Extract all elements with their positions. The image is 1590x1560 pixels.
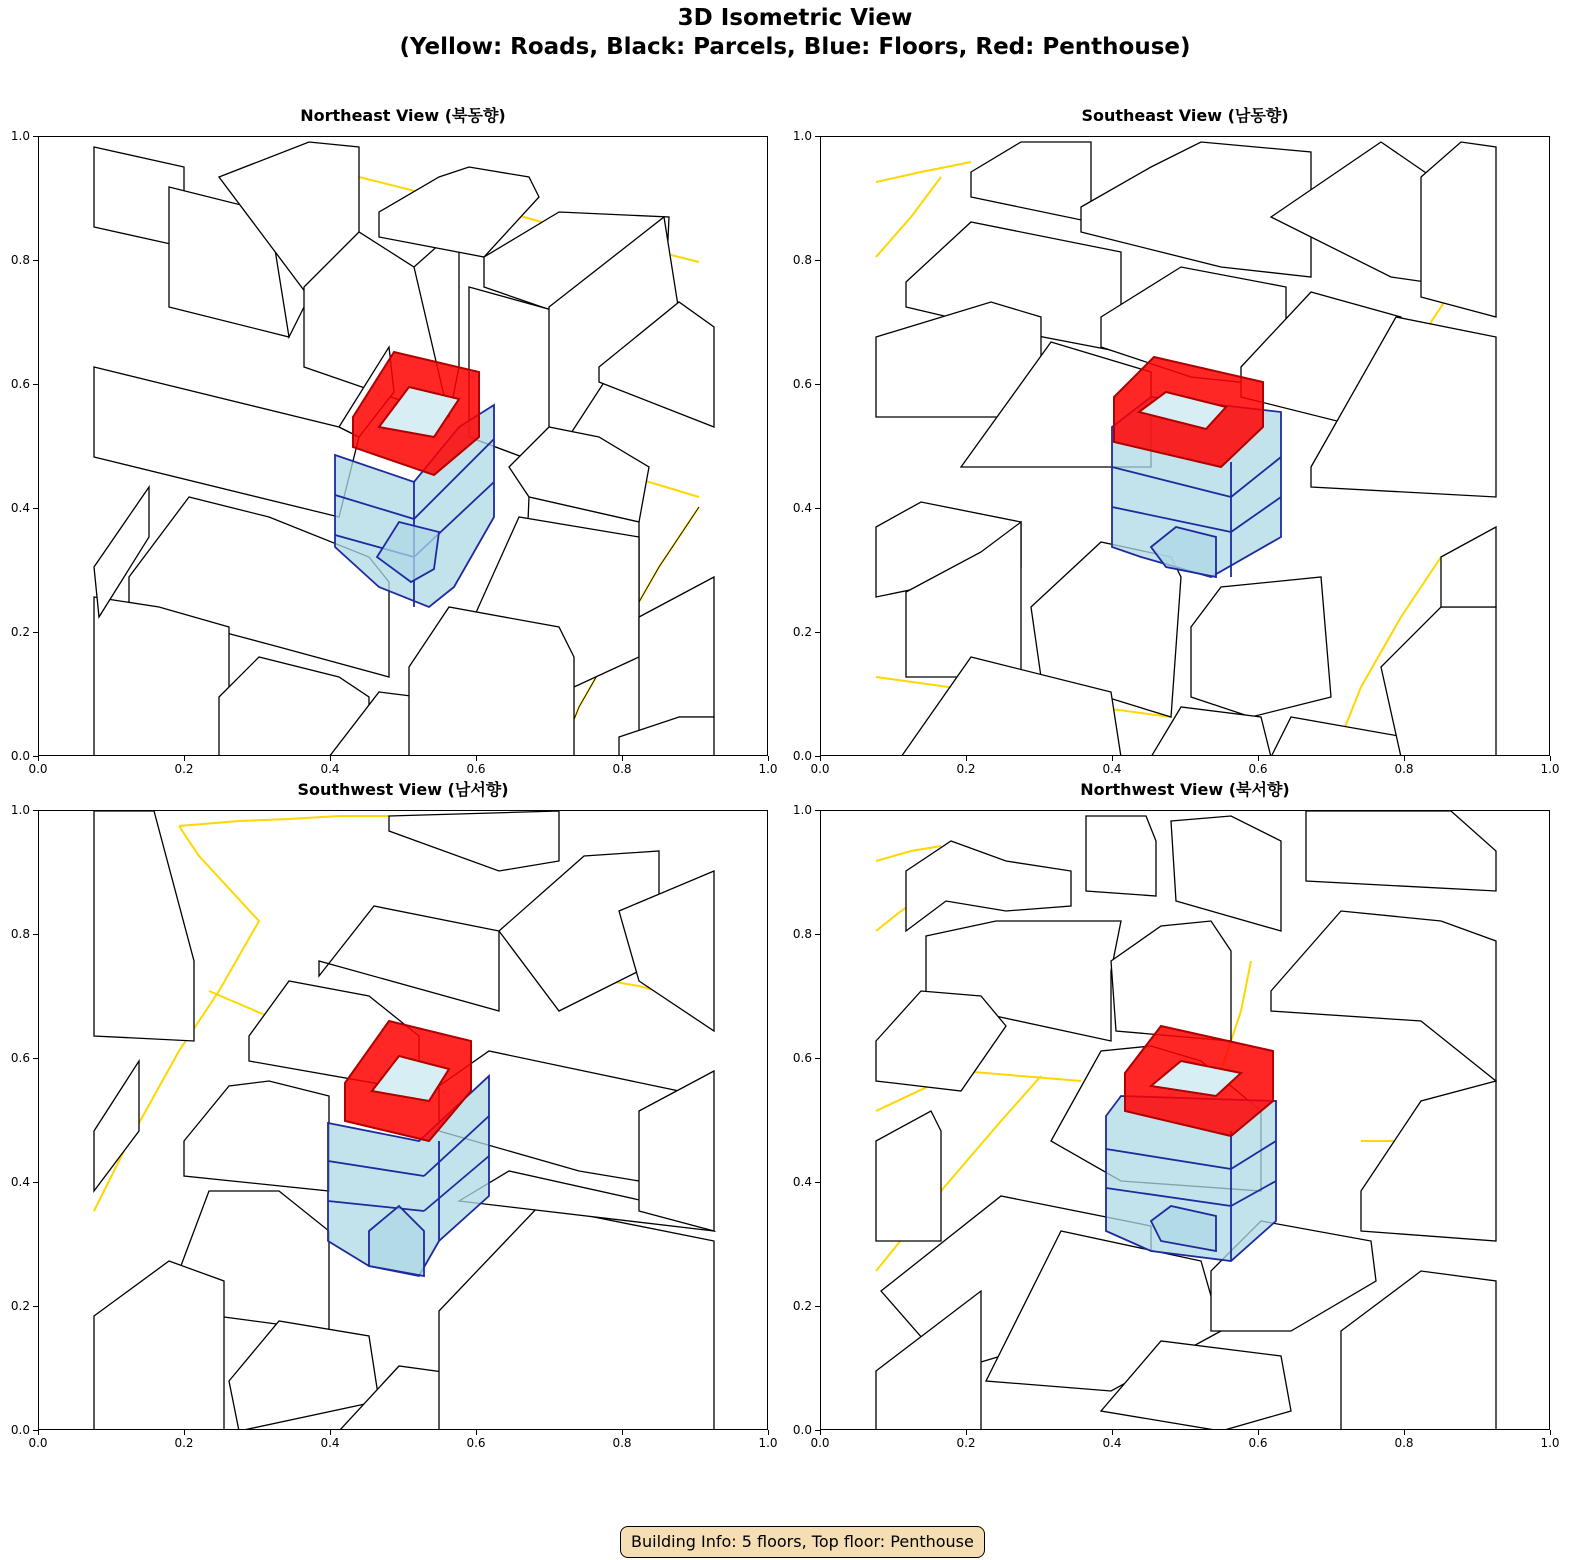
y-tick-label: 0.0 [792, 1423, 812, 1437]
isometric-scene-southwest [39, 811, 768, 1430]
x-tick-label: 1.0 [1540, 1436, 1560, 1450]
y-tick-mark [33, 1058, 38, 1059]
y-tick-label: 0.8 [792, 253, 812, 267]
y-tick-label: 1.0 [10, 129, 30, 143]
x-tick-mark [476, 1430, 477, 1435]
y-tick-label: 0.2 [792, 1299, 812, 1313]
y-tick-mark [33, 1306, 38, 1307]
x-tick-mark [476, 756, 477, 761]
x-tick-mark [1550, 756, 1551, 761]
isometric-scene-northwest [821, 811, 1550, 1430]
y-tick-mark [815, 1430, 820, 1431]
y-tick-label: 0.0 [792, 749, 812, 763]
y-tick-mark [815, 260, 820, 261]
x-tick-mark [768, 1430, 769, 1435]
x-tick-mark [820, 756, 821, 761]
y-tick-label: 0.8 [10, 253, 30, 267]
x-tick-mark [184, 756, 185, 761]
x-tick-label: 0.6 [466, 762, 486, 776]
x-tick-label: 0.4 [1102, 1436, 1122, 1450]
x-tick-mark [966, 1430, 967, 1435]
panel-title: Northwest View (북서향) [1080, 780, 1290, 799]
x-tick-mark [1112, 1430, 1113, 1435]
isometric-scene-northeast [39, 137, 768, 756]
x-tick-label: 0.2 [174, 1436, 194, 1450]
y-tick-label: 0.4 [792, 1175, 812, 1189]
isometric-scene-southeast [821, 137, 1550, 756]
x-tick-mark [1258, 756, 1259, 761]
x-tick-label: 1.0 [1540, 762, 1560, 776]
x-tick-mark [768, 756, 769, 761]
x-tick-label: 0.8 [1394, 762, 1414, 776]
y-tick-mark [33, 632, 38, 633]
y-tick-label: 0.8 [10, 927, 30, 941]
axes-northeast [38, 136, 768, 756]
y-tick-mark [815, 1058, 820, 1059]
x-tick-label: 0.4 [320, 1436, 340, 1450]
y-tick-label: 0.0 [10, 1423, 30, 1437]
x-tick-mark [1258, 1430, 1259, 1435]
building-info-box: Building Info: 5 floors, Top floor: Penthouse [620, 1526, 985, 1558]
y-tick-mark [815, 508, 820, 509]
y-tick-label: 0.0 [10, 749, 30, 763]
y-tick-label: 0.6 [792, 377, 812, 391]
y-tick-mark [815, 756, 820, 757]
x-tick-label: 0.8 [1394, 1436, 1414, 1450]
figure-title-line-1: 3D Isometric View [677, 5, 913, 31]
y-tick-mark [33, 756, 38, 757]
x-tick-mark [820, 1430, 821, 1435]
x-tick-label: 0.6 [1248, 1436, 1268, 1450]
x-tick-label: 0.6 [466, 1436, 486, 1450]
axes-southwest [38, 810, 768, 1430]
x-tick-label: 0.0 [28, 1436, 48, 1450]
x-tick-label: 0.0 [28, 762, 48, 776]
panel-title: Northeast View (북동향) [300, 106, 506, 125]
y-tick-mark [33, 934, 38, 935]
y-tick-mark [33, 384, 38, 385]
axes-northwest [820, 810, 1550, 1430]
y-tick-mark [815, 384, 820, 385]
axes-southeast [820, 136, 1550, 756]
y-tick-label: 0.4 [10, 501, 30, 515]
x-tick-label: 0.0 [810, 762, 830, 776]
y-tick-label: 1.0 [10, 803, 30, 817]
y-tick-mark [33, 1182, 38, 1183]
y-tick-mark [33, 810, 38, 811]
y-tick-label: 0.6 [10, 1051, 30, 1065]
y-tick-mark [815, 1182, 820, 1183]
y-tick-mark [815, 136, 820, 137]
x-tick-label: 0.0 [810, 1436, 830, 1450]
x-tick-mark [1550, 1430, 1551, 1435]
y-tick-label: 0.6 [10, 377, 30, 391]
y-tick-label: 1.0 [792, 129, 812, 143]
x-tick-mark [622, 756, 623, 761]
y-tick-mark [815, 1306, 820, 1307]
y-tick-label: 0.8 [792, 927, 812, 941]
y-tick-mark [815, 632, 820, 633]
y-tick-mark [33, 136, 38, 137]
x-tick-label: 0.6 [1248, 762, 1268, 776]
x-tick-mark [1404, 1430, 1405, 1435]
y-tick-label: 0.2 [10, 625, 30, 639]
x-tick-label: 0.2 [956, 1436, 976, 1450]
x-tick-label: 0.4 [320, 762, 340, 776]
y-tick-label: 0.2 [792, 625, 812, 639]
x-tick-mark [966, 756, 967, 761]
x-tick-mark [330, 1430, 331, 1435]
x-tick-mark [38, 756, 39, 761]
x-tick-label: 0.4 [1102, 762, 1122, 776]
x-tick-label: 1.0 [758, 1436, 778, 1450]
y-tick-mark [33, 1430, 38, 1431]
y-tick-label: 0.2 [10, 1299, 30, 1313]
x-tick-label: 0.8 [612, 762, 632, 776]
x-tick-label: 1.0 [758, 762, 778, 776]
figure-title-line-2: (Yellow: Roads, Black: Parcels, Blue: Floors, Red: Penthouse) [399, 34, 1191, 60]
y-tick-label: 1.0 [792, 803, 812, 817]
panel-title: Southwest View (남서향) [297, 780, 509, 799]
y-tick-mark [815, 810, 820, 811]
x-tick-label: 0.2 [174, 762, 194, 776]
x-tick-label: 0.8 [612, 1436, 632, 1450]
x-tick-mark [184, 1430, 185, 1435]
y-tick-mark [33, 508, 38, 509]
x-tick-label: 0.2 [956, 762, 976, 776]
figure-title [0, 4, 1590, 62]
x-tick-mark [622, 1430, 623, 1435]
y-tick-mark [33, 260, 38, 261]
x-tick-mark [1112, 756, 1113, 761]
panel-title: Southeast View (남동향) [1081, 106, 1289, 125]
x-tick-mark [1404, 756, 1405, 761]
y-tick-label: 0.4 [792, 501, 812, 515]
y-tick-label: 0.6 [792, 1051, 812, 1065]
y-tick-label: 0.4 [10, 1175, 30, 1189]
x-tick-mark [330, 756, 331, 761]
y-tick-mark [815, 934, 820, 935]
x-tick-mark [38, 1430, 39, 1435]
